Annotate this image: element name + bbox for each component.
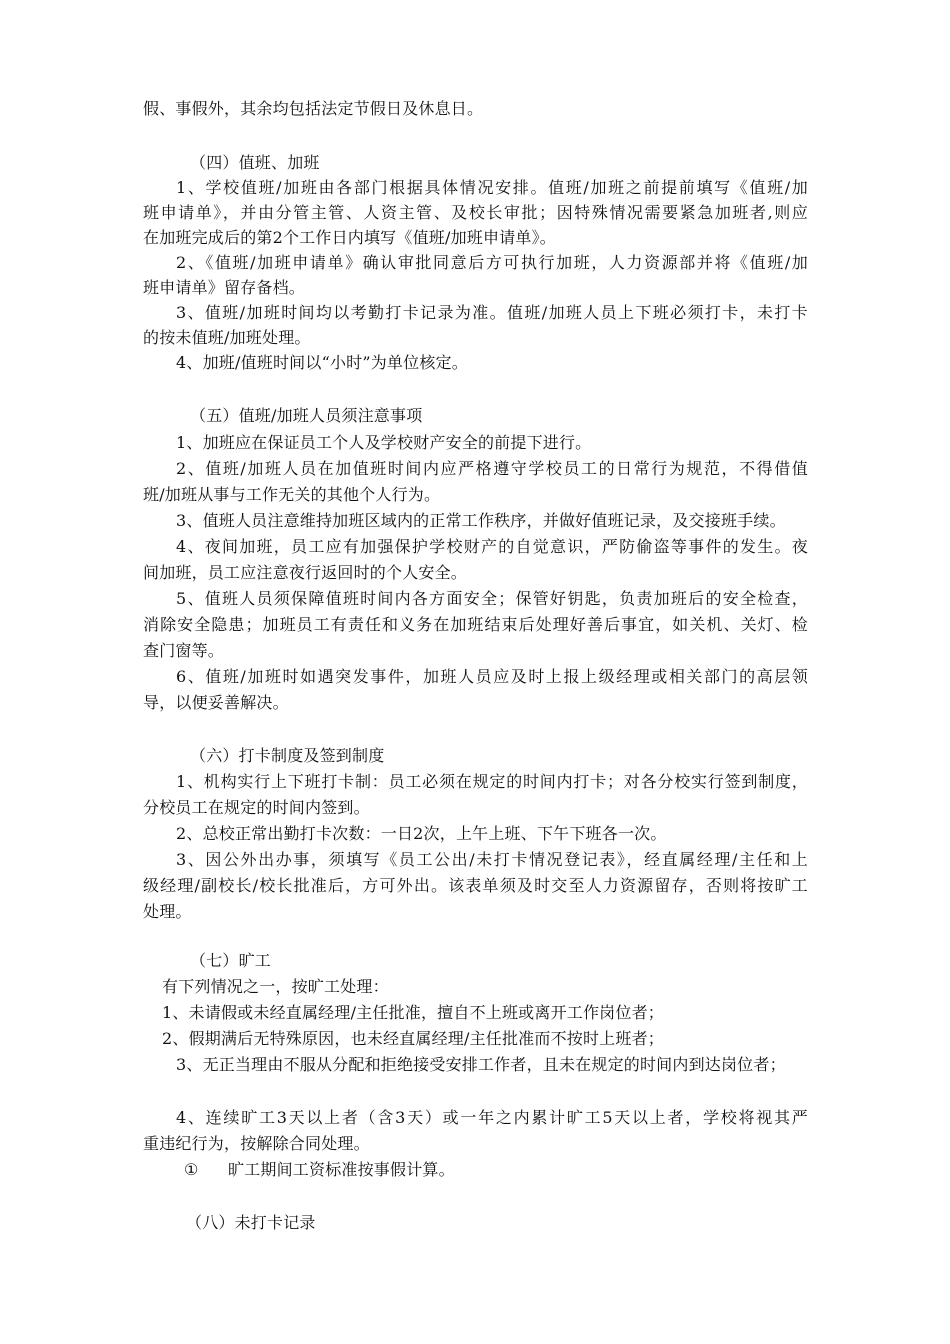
section5-item4-line2: 间加班，员工应注意夜行返回时的个人安全。 bbox=[143, 563, 468, 582]
section4-item2-line2: 班申请单》留存备档。 bbox=[143, 278, 306, 297]
section4-item3-line1: 3、值班/加班时间均以考勤打卡记录为准。值班/加班人员上下班必须打卡，未打卡 bbox=[176, 303, 808, 322]
section4-item2-line1: 2、《值班/加班申请单》确认审批同意后方可执行加班，人力资源部并将《值班/加 bbox=[176, 253, 808, 272]
section5-item5-line1: 5、值班人员须保障值班时间内各方面安全；保管好钥匙，负责加班后的安全检查， bbox=[176, 589, 808, 608]
section5-item3-line1: 3、值班人员注意维持加班区域内的正常工作秩序，并做好值班记录，及交接班手续。 bbox=[176, 511, 786, 530]
section7-item1-line1: 1、未请假或未经直属经理/主任批准，擅自不上班或离开工作岗位者； bbox=[162, 1003, 664, 1022]
section7-item3-line1: 3、无正当理由不服从分配和拒绝接受安排工作者，且未在规定的时间内到达岗位者； bbox=[176, 1055, 786, 1074]
section4-heading: （四）值班、加班 bbox=[190, 153, 320, 172]
intro-line: 假、事假外，其余均包括法定节假日及休息日。 bbox=[143, 99, 484, 118]
section5-heading: （五）值班/加班人员须注意事项 bbox=[190, 406, 423, 425]
section6-item1-line1: 1、机构实行上下班打卡制：员工必须在规定的时间内打卡；对各分校实行签到制度， bbox=[176, 772, 808, 791]
section5-item1-line1: 1、加班应在保证员工个人及学校财产安全的前提下进行。 bbox=[176, 433, 592, 452]
section7-note-marker: ① bbox=[184, 1160, 199, 1179]
section7-item4-line2: 重违纪行为，按解除合同处理。 bbox=[143, 1134, 370, 1153]
section7-item2-line1: 2、假期满后无特殊原因，也未经直属经理/主任批准而不按时上班者； bbox=[162, 1029, 664, 1048]
section4-item1-line1: 1、学校值班/加班由各部门根据具体情况安排。值班/加班之前提前填写《值班/加 bbox=[176, 178, 808, 197]
section7-lead: 有下列情况之一，按旷工处理： bbox=[162, 977, 389, 996]
section6-item3-line3: 处理。 bbox=[143, 902, 192, 921]
section6-item3-line1: 3、因公外出办事，须填写《员工公出/未打卡情况登记表》，经直属经理/主任和上 bbox=[176, 850, 808, 869]
section4-item1-line3: 在加班完成后的第2个工作日内填写《值班/加班申请单》。 bbox=[143, 228, 556, 247]
section6-item2-line1: 2、总校正常出勤打卡次数：一日2次，上午上班、下午下班各一次。 bbox=[176, 824, 667, 843]
section4-item4-line1: 4、加班/值班时间以“小时”为单位核定。 bbox=[176, 353, 468, 372]
section7-heading: （七）旷工 bbox=[190, 951, 272, 970]
section7-note-text: 旷工期间工资标准按事假计算。 bbox=[228, 1160, 455, 1179]
section5-item4-line1: 4、夜间加班，员工应有加强保护学校财产的自觉意识，严防偷盗等事件的发生。夜 bbox=[176, 537, 808, 556]
section6-heading: （六）打卡制度及签到制度 bbox=[190, 746, 385, 765]
section5-item6-line1: 6、值班/加班时如遇突发事件，加班人员应及时上报上级经理或相关部门的高层领 bbox=[176, 667, 808, 686]
section8-heading: （八）未打卡记录 bbox=[186, 1213, 316, 1232]
section7-item4-line1: 4、连续旷工3天以上者（含3天）或一年之内累计旷工5天以上者，学校将视其严 bbox=[176, 1108, 808, 1127]
section5-item2-line2: 班/加班从事与工作无关的其他个人行为。 bbox=[143, 485, 441, 504]
section5-item6-line2: 导，以便妥善解决。 bbox=[143, 693, 289, 712]
section4-item1-line2: 班申请单》，并由分管主管、人资主管、及校长审批；因特殊情况需要紧急加班者,则应 bbox=[143, 203, 808, 222]
section5-item5-line2: 消除安全隐患；加班员工有责任和义务在加班结束后处理好善后事宜，如关机、关灯、检 bbox=[143, 615, 808, 634]
section4-item3-line2: 的按未值班/加班处理。 bbox=[143, 328, 311, 347]
section5-item5-line3: 查门窗等。 bbox=[143, 641, 225, 660]
section5-item2-line1: 2、值班/加班人员在加值班时间内应严格遵守学校员工的日常行为规范，不得借值 bbox=[176, 459, 808, 478]
section6-item3-line2: 级经理/副校长/校长批准后，方可外出。该表单须及时交至人力资源留存，否则将按旷工 bbox=[143, 876, 808, 895]
section6-item1-line2: 分校员工在规定的时间内签到。 bbox=[143, 798, 370, 817]
